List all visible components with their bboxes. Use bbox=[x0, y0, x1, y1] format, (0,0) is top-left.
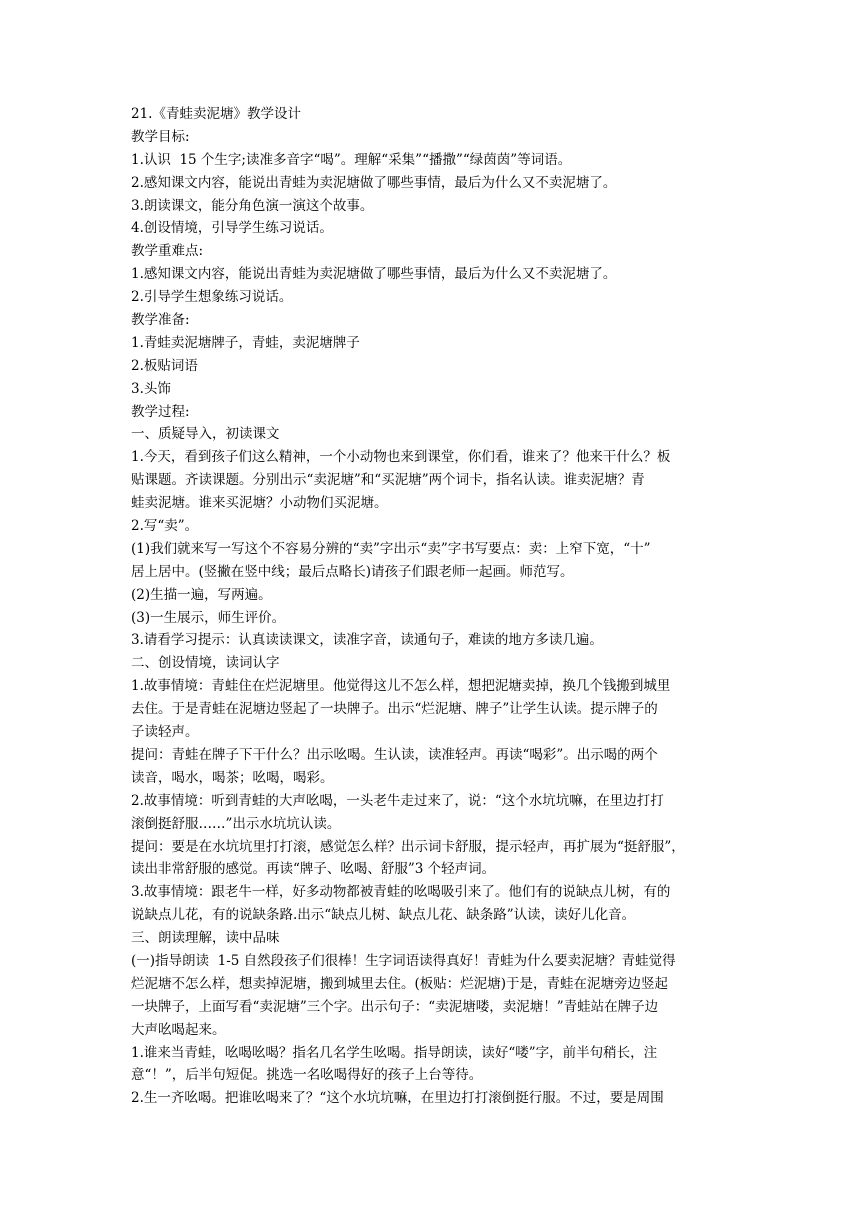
text-line: 21.《青蛙卖泥塘》教学设计 bbox=[131, 106, 301, 122]
text-line: 2.故事情境：听到青蛙的大声吆喝，一头老牛走过来了，说：“这个水坑坑嘛，在里边打打 bbox=[131, 792, 664, 809]
text-line: 二、创设情境，读词认字 bbox=[131, 655, 280, 672]
text-line: 贴课题。齐读课题。分别出示“卖泥塘”和“买泥塘”两个词卡，指名认读。谁卖泥塘？青 bbox=[131, 472, 645, 489]
text-line: 说缺点儿花，有的说缺条路.出示“缺点儿树、缺点儿花、缺条路”认读，读好儿化音。 bbox=[131, 907, 636, 924]
text-line: 教学目标: bbox=[131, 128, 190, 145]
text-line: 1.感知课文内容，能说出青蛙为卖泥塘做了哪些事情，最后为什么又不卖泥塘了。 bbox=[131, 266, 617, 283]
text-line: 去住。于是青蛙在泥塘边竖起了一块牌子。出示“烂泥塘、牌子”让学生认读。提示牌子的 bbox=[131, 701, 658, 718]
text-line: 提问：要是在水坑坑里打打滚，感觉怎么样？出示词卡舒服，提示轻声，再扩展为“挺舒服”， bbox=[131, 838, 685, 855]
document-page bbox=[131, 103, 743, 1110]
text-line: 居上居中。(竖撇在竖中线；最后点略长)请孩子们跟老师一起画。师范写。 bbox=[131, 563, 574, 580]
text-line: 蛙卖泥塘。谁来买泥塘？小动物们买泥塘。 bbox=[131, 495, 388, 512]
text-line: 子读轻声。 bbox=[131, 724, 199, 741]
text-line: 滚倒挺舒服……”出示水坑坑认读。 bbox=[131, 815, 341, 832]
text-line: 读出非常舒服的感觉。再读“牌子、吆喝、舒服”3 个轻声词。 bbox=[131, 861, 496, 878]
text-line: 2.板贴词语 bbox=[131, 357, 198, 374]
text-line: 2.写“卖”。 bbox=[131, 518, 199, 535]
text-line: 2.引导学生想象练习说话。 bbox=[131, 289, 293, 306]
text-line: 3.头饰 bbox=[131, 380, 171, 397]
text-line: 4.创设情境，引导学生练习说话。 bbox=[131, 220, 333, 237]
text-line: 3.故事情境：跟老牛一样，好多动物都被青蛙的吆喝吸引来了。他们有的说缺点儿树，有的 bbox=[131, 884, 671, 901]
text-line: 教学准备: bbox=[131, 312, 190, 329]
text-line: (1)我们就来写一写这个不容易分辨的“卖”字出示“卖”字书写要点：卖：上窄下宽，“十” bbox=[131, 540, 651, 557]
text-line: 一块牌子，上面写看“卖泥塘”三个字。出示句子：“卖泥塘喽，卖泥塘！”青蛙站在牌子边 bbox=[131, 998, 659, 1015]
text-line: 三、朗读理解，读中品味 bbox=[131, 930, 280, 947]
text-line: 教学过程: bbox=[131, 403, 190, 420]
text-line: 3.请看学习提示：认真读读课文，读准字音，读通句子，难读的地方多读几遍。 bbox=[131, 632, 603, 649]
text-line: 3.朗读课文，能分角色演一演这个故事。 bbox=[131, 197, 374, 214]
text-line: 2.感知课文内容，能说出青蛙为卖泥塘做了哪些事情，最后为什么又不卖泥塘了。 bbox=[131, 174, 617, 191]
text-line: 读音，喝水，喝茶；吆喝，喝彩。 bbox=[131, 769, 334, 786]
text-line: 烂泥塘不怎么样，想卖掉泥塘，搬到城里去住。(板贴：烂泥塘)于是，青蛙在泥塘旁边竖起 bbox=[131, 975, 669, 992]
text-line: 提问：青蛙在牌子下干什么？出示吆喝。生认读，读准轻声。再读“喝彩”。出示喝的两个 bbox=[131, 746, 658, 763]
text-line: 1.故事情境：青蛙住在烂泥塘里。他觉得这儿不怎么样，想把泥塘卖掉，换几个钱搬到城里 bbox=[131, 678, 671, 695]
text-line: (3)一生展示，师生评价。 bbox=[131, 609, 286, 626]
text-line: 教学重难点: bbox=[131, 243, 204, 260]
text-line: 2.生一齐吆喝。把谁吆喝来了？“这个水坑坑嘛，在里边打打滚倒挺行服。不过，要是周围 bbox=[131, 1090, 664, 1107]
text-line: 大声吆喝起来。 bbox=[131, 1021, 226, 1038]
text-line: (一)指导朗读 1-5 自然段孩子们很棒！生字词语读得真好！青蛙为什么要卖泥塘？青蛙觉得 bbox=[131, 952, 676, 969]
text-line: 1.认识 15 个生字;读准多音字“喝”。理解“采集”“播撒”“绿茵茵”等词语。 bbox=[131, 151, 572, 168]
text-line: (2)生描一遍，写两遍。 bbox=[131, 586, 272, 603]
text-line: 一、质疑导入，初读课文 bbox=[131, 426, 280, 443]
text-line: 1.青蛙卖泥塘牌子，青蛙，卖泥塘牌子 bbox=[131, 334, 360, 351]
text-line: 1.今天，看到孩子们这么精神，一个小动物也来到课堂，你们看，谁来了？他来干什么？板 bbox=[131, 449, 671, 466]
text-line: 意“！”，后半句短促。挑选一名吆喝得好的孩子上台等待。 bbox=[131, 1067, 483, 1084]
text-line: 1.谁来当青蛙，吆喝吆喝？指名几名学生吆喝。指导朗读，读好“喽”字，前半句稍长，注 bbox=[131, 1044, 658, 1061]
